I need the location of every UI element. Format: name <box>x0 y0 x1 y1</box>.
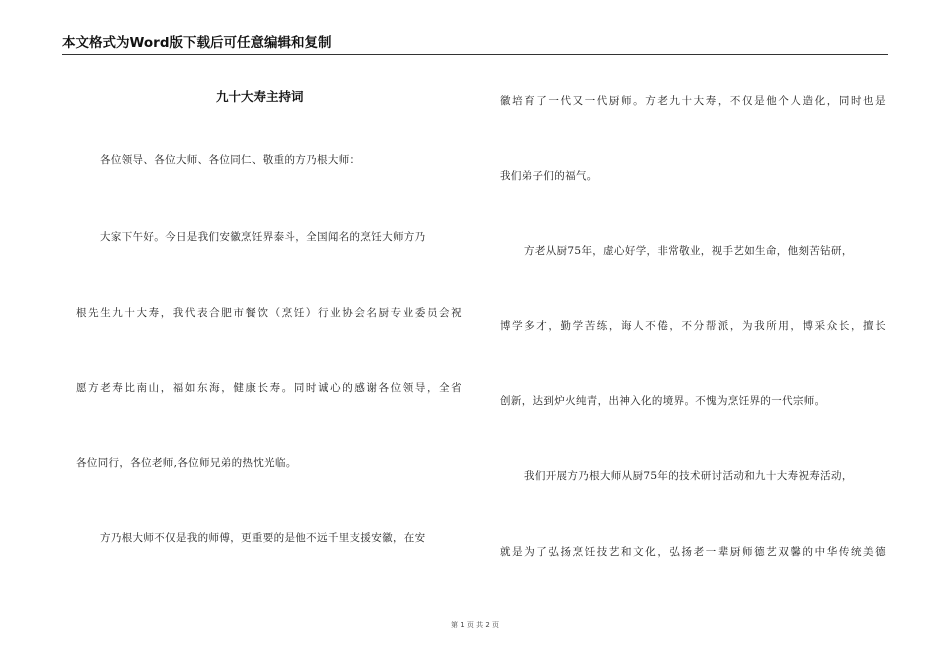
page-indicator: 第 1 页 共 2 页 <box>450 621 500 629</box>
paragraph-line: 愿方老寿比南山，福如东海，健康长寿。同时诚心的感谢各位领导，全省 <box>76 382 462 394</box>
header-text: 本文格式为Word版下载后可任意编辑和复制 <box>62 35 332 51</box>
left-column <box>76 0 462 672</box>
paragraph-line: 方乃根大师不仅是我的师傅，更重要的是他不远千里支援安徽，在安 <box>100 532 426 544</box>
right-column <box>500 0 886 672</box>
paragraph-line: 大家下午好。今日是我们安徽烹饪界泰斗，全国闻名的烹饪大师方乃 <box>100 231 426 243</box>
paragraph-line: 根先生九十大寿，我代表合肥市餐饮（烹饪）行业协会名厨专业委员会祝 <box>76 307 462 319</box>
paragraph-line: 就是为了弘扬烹饪技艺和文化，弘扬老一辈厨师德艺双馨的中华传统美德 <box>500 546 886 558</box>
paragraph-line: 方老从厨75年，虚心好学，非常敬业，视手艺如生命，他刻苦钻研， <box>524 245 853 257</box>
document-title: 九十大寿主持词 <box>216 89 304 104</box>
page-footer <box>0 620 950 630</box>
paragraph-line: 创新，达到炉火纯青，出神入化的境界。不愧为烹饪界的一代宗师。 <box>500 395 826 407</box>
paragraph-line: 我们开展方乃根大师从厨75年的技术研讨活动和九十大寿祝寿活动， <box>524 470 853 482</box>
paragraph-line: 徽培育了一代又一代厨师。方老九十大寿，不仅是他个人造化，同时也是 <box>500 95 886 107</box>
paragraph-line: 博学多才，勤学苦练，诲人不倦，不分帮派，为我所用，博采众长，擅长 <box>500 320 886 332</box>
paragraph-line: 各位领导、各位大师、各位同仁、敬重的方乃根大师： <box>100 154 361 166</box>
paragraph-line: 各位同行，各位老师,各位师兄弟的热忱光临。 <box>76 457 297 469</box>
paragraph-line: 我们弟子们的福气。 <box>500 170 598 182</box>
